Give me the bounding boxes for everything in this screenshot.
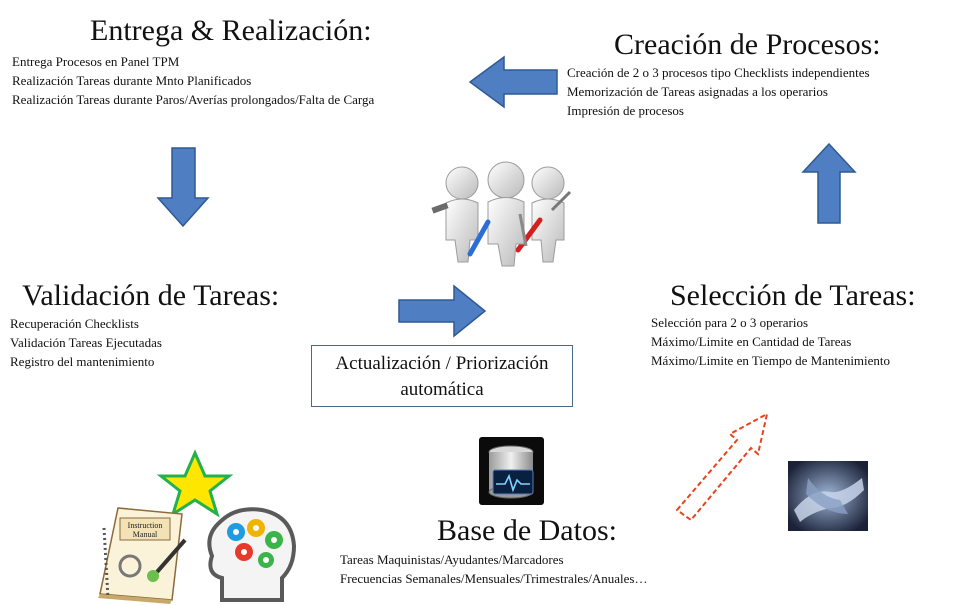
seleccion-line-1: Selección para 2 o 3 operarios (651, 315, 809, 330)
creacion-lines (567, 63, 870, 120)
arrow-up (803, 144, 855, 223)
handshake-icon (788, 461, 868, 531)
arrow-down (158, 148, 208, 226)
update-box-line-2: automática (400, 379, 484, 400)
update-box-line-1: Actualización / Priorización (335, 353, 549, 374)
seleccion-line-2: Máximo/Limite en Cantidad de Tareas (651, 334, 852, 349)
instruction-manual-icon (98, 508, 185, 604)
star-icon (161, 453, 229, 514)
creacion-line-1: Creación de 2 o 3 procesos tipo Checklists independientes (567, 65, 870, 80)
database-icon (479, 437, 544, 505)
seleccion-lines (651, 313, 890, 370)
seleccion-line-3: Máximo/Limite en Tiempo de Mantenimiento (651, 353, 891, 368)
validacion-line-2: Validación Tareas Ejecutadas (10, 335, 162, 350)
arrow-right (399, 286, 485, 336)
creacion-title: Creación de Procesos: (614, 28, 881, 61)
base-datos-lines (340, 550, 647, 588)
head-gears-icon (209, 509, 294, 600)
base-datos-title: Base de Datos: (437, 514, 617, 547)
manual-label-line1: Instruction (127, 521, 163, 530)
validacion-line-3: Registro del mantenimiento (10, 354, 155, 369)
seleccion-title: Selección de Tareas: (670, 279, 916, 312)
team-figures-icon (431, 162, 570, 266)
base-datos-line-1: Tareas Maquinistas/Ayudantes/Marcadores (340, 552, 564, 567)
entrega-line-1: Entrega Procesos en Panel TPM (12, 54, 180, 69)
arrow-left (470, 57, 557, 107)
update-prioritization-box (311, 345, 573, 407)
creacion-line-2: Memorización de Tareas asignadas a los operarios (567, 84, 828, 99)
entrega-title: Entrega & Realización: (90, 14, 372, 47)
validacion-title: Validación de Tareas: (22, 279, 280, 312)
entrega-lines (12, 52, 374, 109)
dashed-arrow (677, 414, 767, 520)
entrega-line-2: Realización Tareas durante Mnto Planificados (12, 73, 252, 88)
creacion-line-3: Impresión de procesos (567, 103, 684, 118)
entrega-line-3: Realización Tareas durante Paros/Averías prolongados/Falta de Carga (12, 92, 375, 107)
manual-label-line2: Manual (132, 530, 158, 539)
validacion-lines (10, 314, 162, 371)
validacion-line-1: Recuperación Checklists (10, 316, 139, 331)
base-datos-line-2: Frecuencias Semanales/Mensuales/Trimestrales/Anuales… (340, 571, 648, 586)
